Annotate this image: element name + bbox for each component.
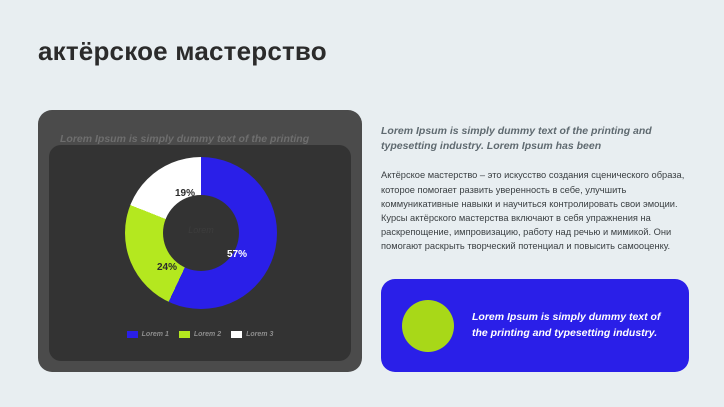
chart-plot-area [49,145,351,361]
right-text-column [381,124,689,253]
callout-text: Lorem Ipsum is simply dummy text of the printing and typesetting industry. [472,310,661,339]
legend-item [127,331,169,338]
chart-card-caption: Lorem Ipsum is simply dummy text of the printing [60,133,310,145]
legend-item-label: Lorem 2 [193,331,222,338]
chart-legend [49,331,351,338]
slice-label: 57% [227,249,248,260]
callout-card [381,279,689,372]
slice-label: 19% [175,188,196,199]
legend-item [231,331,273,338]
slice-label: 24% [157,262,178,273]
legend-item-label: Lorem 3 [246,331,274,338]
callout-circle-icon [402,300,454,352]
legend-swatch-icon [127,331,138,338]
legend-item [179,331,221,338]
donut-center-label: Lorem [188,225,214,235]
donut-chart [125,157,277,309]
right-body-paragraph: Актёрское мастерство – это искусство создания сценического образа, которое помогает развить уверенность в себе, улучшить коммуникативные навыки и научиться контролировать свои эмоции. Курсы актёрского мастерства включают в себя упражнения на раскрепощение, импровизацию, работу над речью и мимикой. Они помогают раскрыть творческий потенциал и повысить самооценку. [381,170,685,252]
chart-card [38,110,362,372]
legend-swatch-icon [231,331,242,338]
page-title: актёрское мастерство [38,36,327,66]
legend-swatch-icon [179,331,190,338]
legend-item-label: Lorem 1 [141,331,169,338]
right-lead-paragraph: Lorem Ipsum is simply dummy text of the printing and typesetting industry. Lorem Ipsum has been [381,125,652,153]
